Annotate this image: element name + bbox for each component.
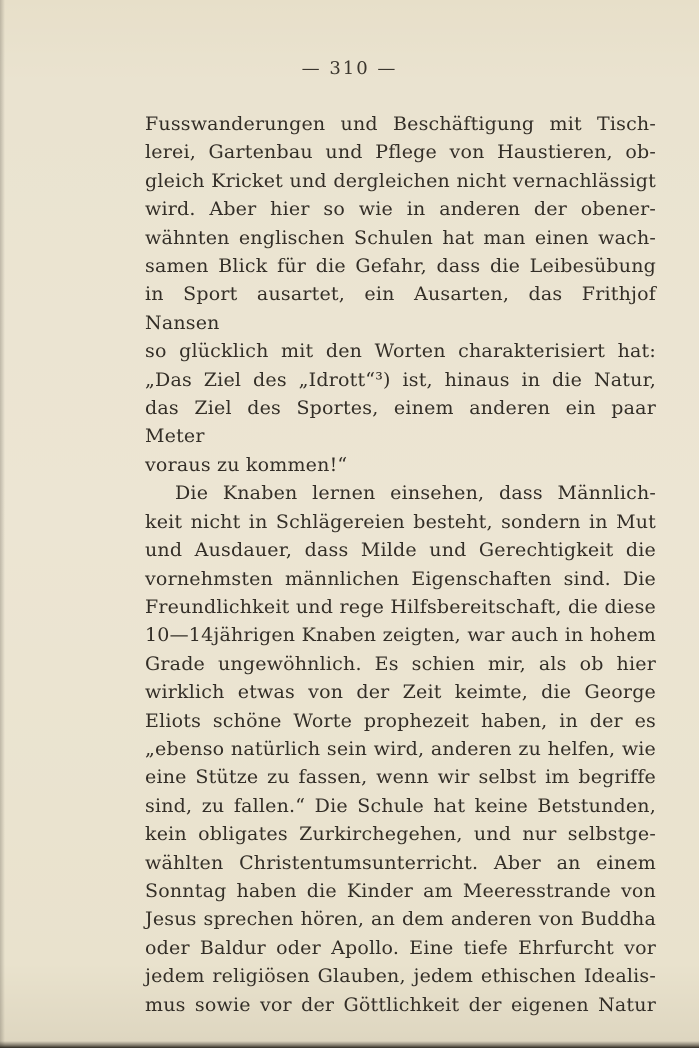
paragraph bbox=[145, 479, 656, 1019]
text-line: 10—14jährigen Knaben zeigten, war auch in hohem bbox=[145, 624, 656, 647]
text-line: jedem religiösen Glauben, jedem ethischen Idealis- bbox=[145, 965, 656, 988]
text-line: lerei, Gartenbau und Pflege von Haustieren, ob- bbox=[145, 141, 656, 164]
text-line: vornehmsten männlichen Eigenschaften sind. Die bbox=[145, 567, 656, 590]
text-line: oder Baldur oder Apollo. Eine tiefe Ehrfurcht vor bbox=[145, 936, 656, 959]
text-line: Die Knaben lernen einsehen, dass Männlich- bbox=[175, 482, 656, 505]
text-line: wird. Aber hier so wie in anderen der obener- bbox=[145, 198, 656, 221]
page-edge-shadow-bottom bbox=[0, 1041, 699, 1048]
text-line: Eliots schöne Worte prophezeit haben, in der es bbox=[145, 709, 656, 732]
text-line: keit nicht in Schlägereien besteht, sondern in Mut bbox=[145, 510, 656, 533]
text-line: mus sowie vor der Göttlichkeit der eigenen Natur bbox=[145, 993, 656, 1016]
text-line: kein obligates Zurkirchegehen, und nur selbstge- bbox=[145, 823, 656, 846]
text-line: eine Stütze zu fassen, wenn wir selbst im begriffe bbox=[145, 766, 656, 789]
text-line: Fusswanderungen und Beschäftigung mit Tisch- bbox=[145, 113, 656, 135]
text-line: Freundlichkeit und rege Hilfsbereitschaft, die diese bbox=[145, 595, 656, 618]
text-line: voraus zu kommen!“ bbox=[145, 453, 348, 476]
text-line: wählten Christentumsunterricht. Aber an einem bbox=[145, 851, 656, 874]
page-number: — 310 — bbox=[301, 58, 398, 79]
text-block bbox=[145, 110, 656, 1019]
text-line: Sonntag haben die Kinder am Meeresstrande von bbox=[145, 879, 656, 902]
text-line: das Ziel des Sportes, einem anderen ein paar Meter bbox=[145, 397, 656, 448]
text-line: wähnten englischen Schulen hat man einen wach- bbox=[145, 226, 656, 249]
text-line: sind, zu fallen.“ Die Schule hat keine Betstunden, bbox=[145, 794, 656, 817]
text-line: Jesus sprechen hören, an dem anderen von Buddha bbox=[145, 908, 656, 931]
text-line: so glücklich mit den Worten charakterisiert hat: bbox=[145, 340, 656, 363]
text-line: gleich Kricket und dergleichen nicht vernachlässigt bbox=[145, 169, 656, 192]
text-line: wirklich etwas von der Zeit keimte, die George bbox=[145, 681, 656, 704]
page-edge-shadow-left bbox=[0, 0, 5, 1048]
text-line: und Ausdauer, dass Milde und Gerechtigkeit die bbox=[145, 539, 656, 562]
text-line: samen Blick für die Gefahr, dass die Leibesübung bbox=[145, 255, 656, 278]
text-line: in Sport ausartet, ein Ausarten, das Frithjof Nansen bbox=[145, 283, 656, 334]
text-line: „ebenso natürlich sein wird, anderen zu helfen, wie bbox=[145, 737, 656, 760]
paragraph bbox=[145, 110, 656, 479]
text-line: „Das Ziel des „Idrott“³) ist, hinaus in die Natur, bbox=[145, 368, 656, 391]
text-line: Grade ungewöhnlich. Es schien mir, als ob hier bbox=[145, 652, 656, 675]
